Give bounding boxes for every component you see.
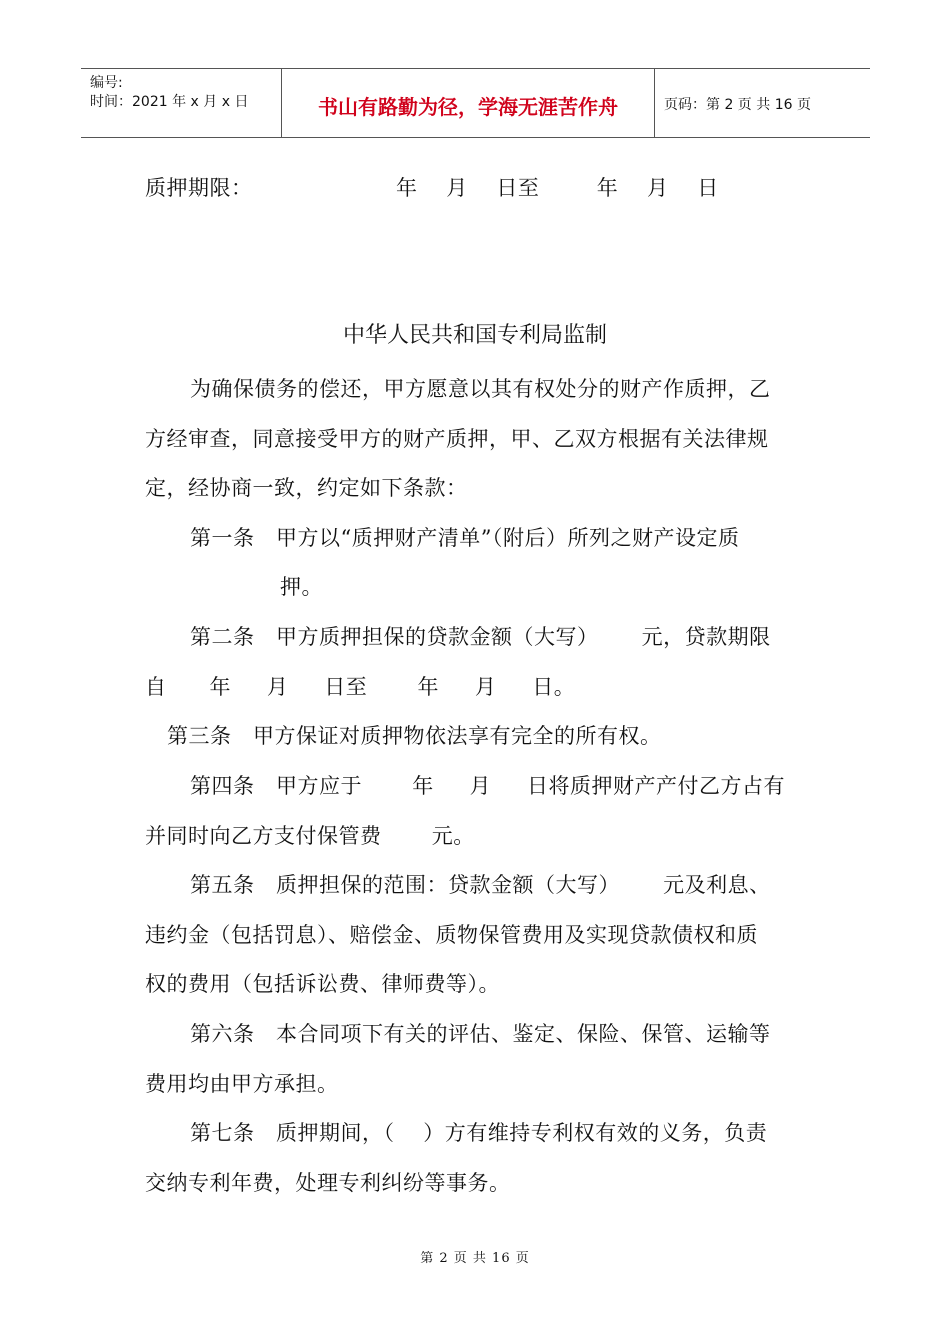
article-3-line: 第三条 甲方保证对质押物依法享有完全的所有权。 xyxy=(167,724,662,748)
pledge-period-line: 质押期限： 年 月 日至 年 月 日 xyxy=(145,176,719,200)
article-7-line-2: 交纳专利年费，处理专利纠纷等事务。 xyxy=(145,1171,511,1195)
time-label: 时间：2021 年 x 月 x 日 xyxy=(90,94,249,110)
footer-page-number: 第 2 页 共 16 页 xyxy=(420,1251,530,1266)
article-6-line-1: 第六条 本合同项下有关的评估、鉴定、保险、保管、运输等 xyxy=(190,1022,771,1046)
motto-text: 书山有路勤为径，学海无涯苦作舟 xyxy=(318,95,618,119)
header-table xyxy=(81,68,870,138)
article-1-line-2: 押。 xyxy=(280,575,323,599)
article-2-line-1: 第二条 甲方质押担保的贷款金额（大写） 元，贷款期限 xyxy=(190,625,771,649)
intro-line-3: 定，经协商一致，约定如下条款： xyxy=(145,476,468,500)
intro-line-1: 为确保债务的偿还，甲方愿意以其有权处分的财产作质押，乙 xyxy=(190,377,771,401)
article-7-line-1: 第七条 质押期间，（ ）方有维持专利权有效的义务，负责 xyxy=(190,1121,768,1145)
article-4-line-1: 第四条 甲方应于 年 月 日将质押财产产付乙方占有 xyxy=(190,774,786,798)
article-5-line-2: 违约金（包括罚息）、赔偿金、质物保管费用及实现贷款债权和质 xyxy=(145,923,758,947)
article-1-line-1: 第一条 甲方以“质押财产清单”（附后）所列之财产设定质 xyxy=(190,526,740,550)
intro-line-2: 方经审查，同意接受甲方的财产质押，甲、乙双方根据有关法律规 xyxy=(145,427,769,451)
header-page-cell xyxy=(655,69,870,137)
number-label: 编号: xyxy=(90,75,123,91)
article-6-line-2: 费用均由甲方承担。 xyxy=(145,1072,339,1096)
article-2-line-2: 自 年 月 日至 年 月 日。 xyxy=(145,675,576,699)
header-motto-cell xyxy=(282,69,655,137)
article-5-line-3: 权的费用（包括诉讼费、律师费等）。 xyxy=(145,972,500,996)
document-title: 中华人民共和国专利局监制 xyxy=(342,323,607,348)
article-5-line-1: 第五条 质押担保的范围：贷款金额（大写） 元及利息、 xyxy=(190,873,771,897)
header-page-label: 页码：第 2 页 共 16 页 xyxy=(664,97,811,113)
header-meta-cell xyxy=(81,69,282,137)
article-4-line-2: 并同时向乙方支付保管费 元。 xyxy=(145,824,475,848)
